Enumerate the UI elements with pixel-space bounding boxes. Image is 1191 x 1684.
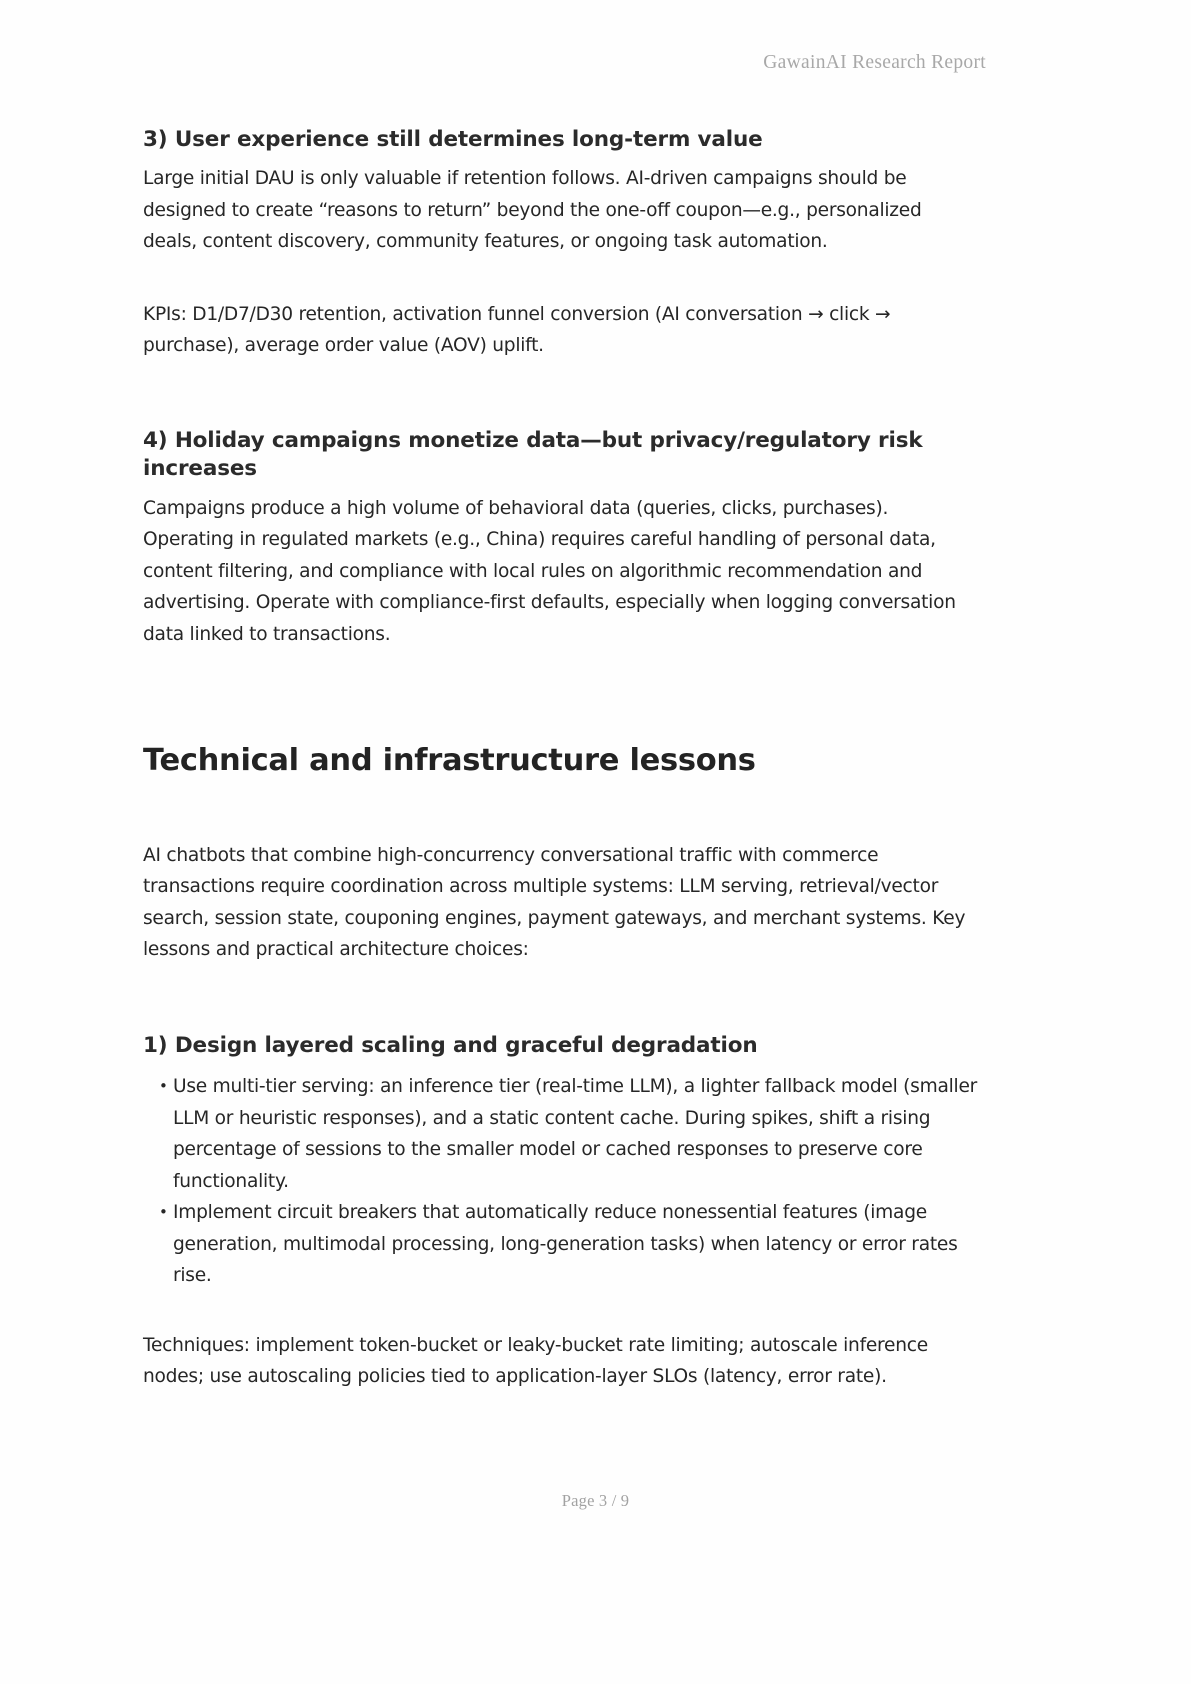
heading-technical-and-infrastructure-lessons: Technical and infrastructure lessons [143,743,756,779]
spacer [143,1292,978,1330]
paragraph-user-experience-kpis: KPIs: D1/D7/D30 retention, activation funnel conversion (AI conversation → click → purchase), average order value (AOV) uplift. [143,303,891,357]
spacer [143,781,978,840]
list-item [143,1071,978,1197]
document-content [143,126,978,1393]
spacer [143,362,978,427]
list-item [143,1197,978,1292]
page-number-footer: Page 3 / 9 [561,1491,630,1510]
paragraph-user-experience-retention: Large initial DAU is only valuable if retention follows. AI-driven campaigns should be designed to create “reasons to return” beyond the one-off coupon—e.g., personalized deals, content discovery, community features, or ongoing task automation. [143,168,922,253]
paragraph-holiday-campaigns-privacy: Campaigns produce a high volume of behavioral data (queries, clicks, purchases). Operating in regulated markets (e.g., China) requires careful handling of personal data, content filtering, and compliance with local rules on algorithmic recommendation and advertising. Operate with compliance-first defaults, especially when logging conversation data linked to transactions. [143,497,956,645]
paragraph-layered-scaling-techniques: Techniques: implement token-bucket or leaky-bucket rate limiting; autoscale inference nodes; use autoscaling policies tied to application-layer SLOs (latency, error rate). [143,1334,928,1388]
heading-design-layered-scaling: 1) Design layered scaling and graceful degradation [143,1032,758,1058]
bullet-dot-icon: • [159,1077,168,1096]
bullet-list-layered-scaling [143,1071,978,1292]
paragraph-technical-lessons-intro: AI chatbots that combine high-concurrency conversational traffic with commerce transactions require coordination across multiple systems: LLM serving, retrieval/vector search, session state, couponing engines, payment gateways, and merchant systems. Key lessons and practical architecture choices: [143,844,966,961]
heading-user-experience: 3) User experience still determines long-term value [143,127,763,152]
spacer [143,484,978,493]
spacer [143,650,978,741]
spacer [143,1060,978,1071]
list-item-text: Implement circuit breakers that automatically reduce nonessential features (image generation, multimodal processing, long-generation tasks) when latency or error rates rise. [173,1202,958,1287]
spacer [143,154,978,163]
running-header-title: GawainAI Research Report [763,52,986,73]
spacer [143,966,978,1032]
list-item-text: Use multi-tier serving: an inference tier (real-time LLM), a lighter fallback model (smaller LLM or heuristic responses), and a static content cache. During spikes, shift a rising percentage of sessions to the smaller model or cached responses to preserve core functionality. [173,1076,978,1192]
spacer [143,258,978,299]
bullet-dot-icon: • [159,1203,168,1222]
heading-holiday-campaigns: 4) Holiday campaigns monetize data—but privacy/regulatory risk increases [143,427,923,482]
